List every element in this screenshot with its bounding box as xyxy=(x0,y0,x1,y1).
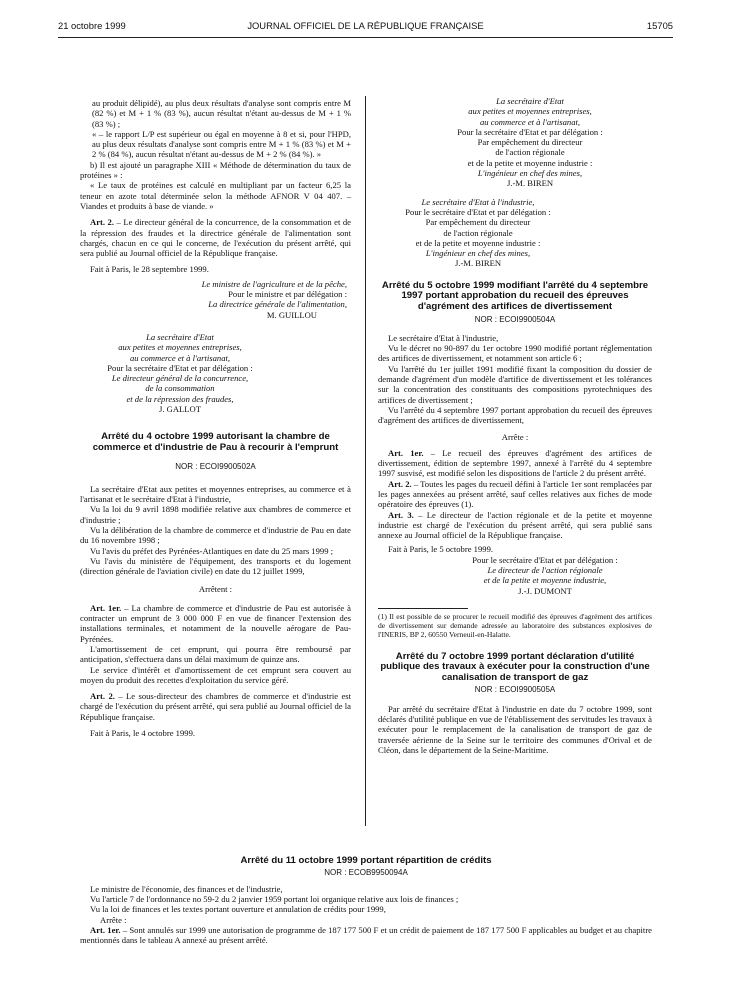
paragraph: « Le taux de protéines est calculé en multipliant par un facteur 6,25 la teneur en azote total déterminée selon la méthode AFNOR V 04 407. – Viandes et produits à base de viande. » xyxy=(80,180,351,211)
paragraph: Le ministre de l'économie, des finances et de l'industrie, xyxy=(90,883,283,894)
signature-block xyxy=(378,96,652,189)
signatory-name: J.-M. BIREN xyxy=(506,178,554,189)
bottom-section xyxy=(80,856,652,946)
footnote: (1) Il est possible de se procurer le recueil modifié des épreuves d'agrément des artifices de divertissement sur demande adressée au laboratoire des substances explosives de l'INERIS, BP 2, 60550 Verneuil-en-Halatte. xyxy=(378,611,652,640)
article-text: – Le directeur général de la concurrence, de la consommation et de la répression des fraudes et la directrice générale de l'alimentation sont chargés, chacun en ce qui le concerne, de l'exécution du présent arrêté, qui sera publié au Journal officiel de la République française. xyxy=(80,217,351,259)
signature-block xyxy=(378,197,578,269)
signature-line: Par empêchement du directeur xyxy=(477,137,583,148)
article-label: Art. 1er. xyxy=(388,447,424,458)
nor-reference: NOR : ECOB9950094A xyxy=(324,867,408,877)
article-paragraph xyxy=(378,479,652,510)
article-text: – Le sous-directeur des chambres de commerce et d'industrie est chargé de l'exécution du présent arrêté, qui sera publié au Journal officiel de la République française. xyxy=(80,691,352,722)
signature-line: Pour le secrétaire d'Etat et par délégation : xyxy=(472,554,618,565)
paragraph: Vu la loi du 9 avril 1898 modifiée relative aux chambres de commerce et d'industrie ; xyxy=(80,504,351,525)
signatory-name: J.-M. BIREN xyxy=(454,258,502,269)
signature-line: Par empêchement du directeur xyxy=(425,217,531,228)
signature-line: au commerce et à l'artisanat, xyxy=(129,352,231,363)
signature-line: et de la petite et moyenne industrie, xyxy=(483,575,607,586)
arretent-label: Arrêtent : xyxy=(198,584,233,595)
article-text: – Sont annulés sur 1999 une autorisation de programme de 187 177 500 F et un crédit de paiement de 187 177 500 F applicables au budget et au chapitre mentionnés dans le tableau A annexé au présent arrêté. xyxy=(80,925,652,946)
paragraph: La secrétaire d'Etat aux petites et moyennes entreprises, au commerce et à l'artisanat et le secrétaire d'Etat à l'industrie, xyxy=(80,483,351,505)
signature-line: Pour le ministre et par délégation : xyxy=(228,289,347,300)
signature-line: L'ingénieur en chef des mines, xyxy=(425,248,531,259)
signatory-name: J.-J. DUMONT xyxy=(518,585,572,596)
article-paragraph xyxy=(80,217,351,258)
signature-line: Pour le secrétaire d'Etat et par délégation : xyxy=(405,206,551,217)
signature-line: La secrétaire d'Etat xyxy=(496,96,564,106)
paragraph: Vu le décret no 90-897 du 1er octobre 1990 modifié portant réglementation des artifices de divertissement, et notamment son article 6 ; xyxy=(378,343,652,364)
signature-block xyxy=(80,279,351,320)
header-date: 21 octobre 1999 xyxy=(58,20,126,31)
signature-line: et de la petite et moyenne industrie : xyxy=(467,157,593,168)
paragraph: Le secrétaire d'Etat à l'industrie, xyxy=(388,332,499,343)
paragraph: Par arrêté du secrétaire d'Etat à l'industrie en date du 7 octobre 1999, sont déclarés d'utilité publique en vue de l'établissement des servitudes les travaux à exécuter pour le remplacement de la canalisation de transport de gaz de traversée aérienne de la Seine sur le territoire des communes d'Orival et de Cléon, dans le département de la Seine-Maritime. xyxy=(378,703,652,755)
article-text: – Le directeur de l'action régionale et de la petite et moyenne industrie est chargé de l'exécution du présent arrêté, qui sera publié sans annexe au Journal officiel de la République française. xyxy=(378,509,653,541)
article-label: Art. 1er. xyxy=(90,602,122,613)
paragraph: Le service d'intérêt et d'amortissement de cet emprunt sera couvert au moyen du produit des recettes d'exploitation du service géré. xyxy=(80,664,351,685)
paragraph: Vu l'arrêté du 4 septembre 1997 portant approbation du recueil des épreuves d'agrément des artifices de divertissement, xyxy=(378,404,652,426)
arrete-label: Arrête : xyxy=(100,914,127,925)
right-column xyxy=(378,96,652,755)
signature-line: Pour la secrétaire d'Etat et par délégation : xyxy=(457,126,603,137)
article-label: Art. 2. xyxy=(90,691,115,702)
arrete-title: Arrêté du 5 octobre 1999 modifiant l'arrêté du 4 septembre 1997 portant approbation du recueil des épreuves d'agrément des artifices de divertissement xyxy=(381,279,649,312)
signature-line: La directrice générale de l'alimentation, xyxy=(208,299,347,310)
article-label: Art. 2. xyxy=(90,217,114,228)
arrete-label: Arrête : xyxy=(501,431,529,442)
column-divider xyxy=(365,96,366,826)
article-label: Art. 1er. xyxy=(90,925,121,936)
signature-line: de l'action régionale xyxy=(495,147,565,158)
signature-line: aux petites et moyennes entreprises, xyxy=(118,342,242,353)
article-paragraph xyxy=(378,510,652,541)
paragraph: Vu l'arrêté du 1er juillet 1991 modifié fixant la composition du dossier de demande d'agrément d'un modèle d'artifice de divertissement et les tolérances sur la concentration des constituants des compositions pyrotechniques des artifices de divertissement ; xyxy=(378,363,652,405)
paragraph: L'amortissement de cet emprunt, qui pourra être remboursé par anticipation, s'effectuera dans un délai maximum de quinze ans. xyxy=(80,643,351,665)
arrete-title: Arrêté du 4 octobre 1999 autorisant la chambre de commerce et d'industrie de Pau à recourir à l'emprunt xyxy=(92,431,339,453)
signature-line: La secrétaire d'Etat xyxy=(146,331,214,342)
signature-line: Le secrétaire d'Etat à l'industrie, xyxy=(421,196,535,207)
header-page-number: 15705 xyxy=(646,20,673,31)
signature-line: et de la répression des fraudes, xyxy=(126,393,234,404)
page-header xyxy=(58,20,673,34)
article-text: – Toutes les pages du recueil défini à l'article 1er sont remplacées par les pages annexées au présent arrêté, sauf celles relatives aux fiches de mode opératoire des épreuves (1). xyxy=(378,478,653,510)
left-column xyxy=(80,98,351,738)
header-journal-title: JOURNAL OFFICIEL DE LA RÉPUBLIQUE FRANÇAISE xyxy=(247,20,484,31)
signature-line: de la consommation xyxy=(145,383,215,394)
signature-line: au commerce et à l'artisanat, xyxy=(479,116,581,127)
signature-line: Le directeur général de la concurrence, xyxy=(111,373,249,384)
article-label: Art. 2. xyxy=(388,478,412,489)
signature-block xyxy=(80,332,280,414)
fait-line: Fait à Paris, le 28 septembre 1999. xyxy=(90,264,209,275)
article-text: – Le recueil des épreuves d'agrément des artifices de divertissement, édition de septembre 1997, annexé à l'arrêté du 4 septembre 1997 susvisé, est modifié selon les dispositions de l'article 2 du présent arrêté. xyxy=(378,447,652,479)
paragraph: « – le rapport L/P est supérieur ou égal en moyenne à 8 et si, pour l'HPD, au plus deux résultats d'analyse sont compris entre M + 1 % (83 %) et M + 2 % (84 %), aucun résultat n'étant au-dessus de M + 2 % (84 %). » xyxy=(92,128,351,160)
signature-line: Le directeur de l'action régionale xyxy=(487,565,603,576)
paragraph: b) Il est ajouté un paragraphe XIII « Méthode de détermination du taux de protéines » : xyxy=(80,159,351,181)
signature-block xyxy=(378,555,652,596)
nor-reference: NOR : ECOI9900504A xyxy=(474,314,556,324)
footnote-rule xyxy=(378,608,468,609)
article-paragraph xyxy=(80,603,351,644)
signature-line: de l'action régionale xyxy=(443,227,513,238)
paragraph: Vu l'article 7 de l'ordonnance no 59-2 du 2 janvier 1959 portant loi organique relative aux lois de finances ; xyxy=(90,894,459,905)
paragraph: Vu l'avis du préfet des Pyrénées-Atlantiques en date du 25 mars 1999 ; xyxy=(90,545,334,556)
arrete-title: Arrêté du 11 octobre 1999 portant répartition de crédits xyxy=(240,855,492,866)
arrete-title: Arrêté du 7 octobre 1999 portant déclaration d'utilité publique des travaux à exécuter pour la construction d'une canalisation de transport de gaz xyxy=(380,650,650,683)
fait-line: Fait à Paris, le 4 octobre 1999. xyxy=(90,728,196,739)
signature-line: aux petites et moyennes entreprises, xyxy=(468,106,592,117)
signature-line: Pour la secrétaire d'Etat et par délégation : xyxy=(107,362,253,373)
article-paragraph xyxy=(80,691,351,722)
nor-reference: NOR : ECOI9900502A xyxy=(175,461,256,471)
signature-line: L'ingénieur en chef des mines, xyxy=(477,168,583,179)
signature-line: Le ministre de l'agriculture et de la pêche, xyxy=(201,278,347,289)
paragraph: Vu la délibération de la chambre de commerce et d'industrie de Pau en date du 16 novembre 1998 ; xyxy=(80,524,351,546)
article-label: Art. 3. xyxy=(388,509,414,520)
signatory-name: J. GALLOT xyxy=(158,404,201,415)
article-text: – La chambre de commerce et d'industrie de Pau est autorisée à contracter un emprunt de 3 000 000 F en vue de financer l'extension des installations terminales, et notamment de la nouvelle aérogare de Pau-Pyrénées. xyxy=(80,602,351,644)
article-paragraph xyxy=(378,448,652,479)
paragraph: Vu l'avis du ministère de l'équipement, des transports et du logement (direction générale de l'aviation civile) en date du 12 juillet 1999, xyxy=(80,555,351,577)
signature-line: et de la petite et moyenne industrie : xyxy=(415,237,541,248)
paragraph: Vu la loi de finances et les textes portant ouverture et annulation de crédits pour 1999, xyxy=(90,904,386,915)
nor-reference: NOR : ECOI9900505A xyxy=(474,685,556,695)
signatory-name: M. GUILLOU xyxy=(266,309,317,320)
article-paragraph xyxy=(80,925,652,946)
header-rule xyxy=(58,37,673,38)
paragraph: au produit délipidé), au plus deux résultats d'analyse sont compris entre M (82 %) et M + 1 % (83 %), aucun résultat n'étant au-dessus de M + 1 % (83 %) ; xyxy=(92,98,351,129)
fait-line: Fait à Paris, le 5 octobre 1999. xyxy=(388,544,494,555)
